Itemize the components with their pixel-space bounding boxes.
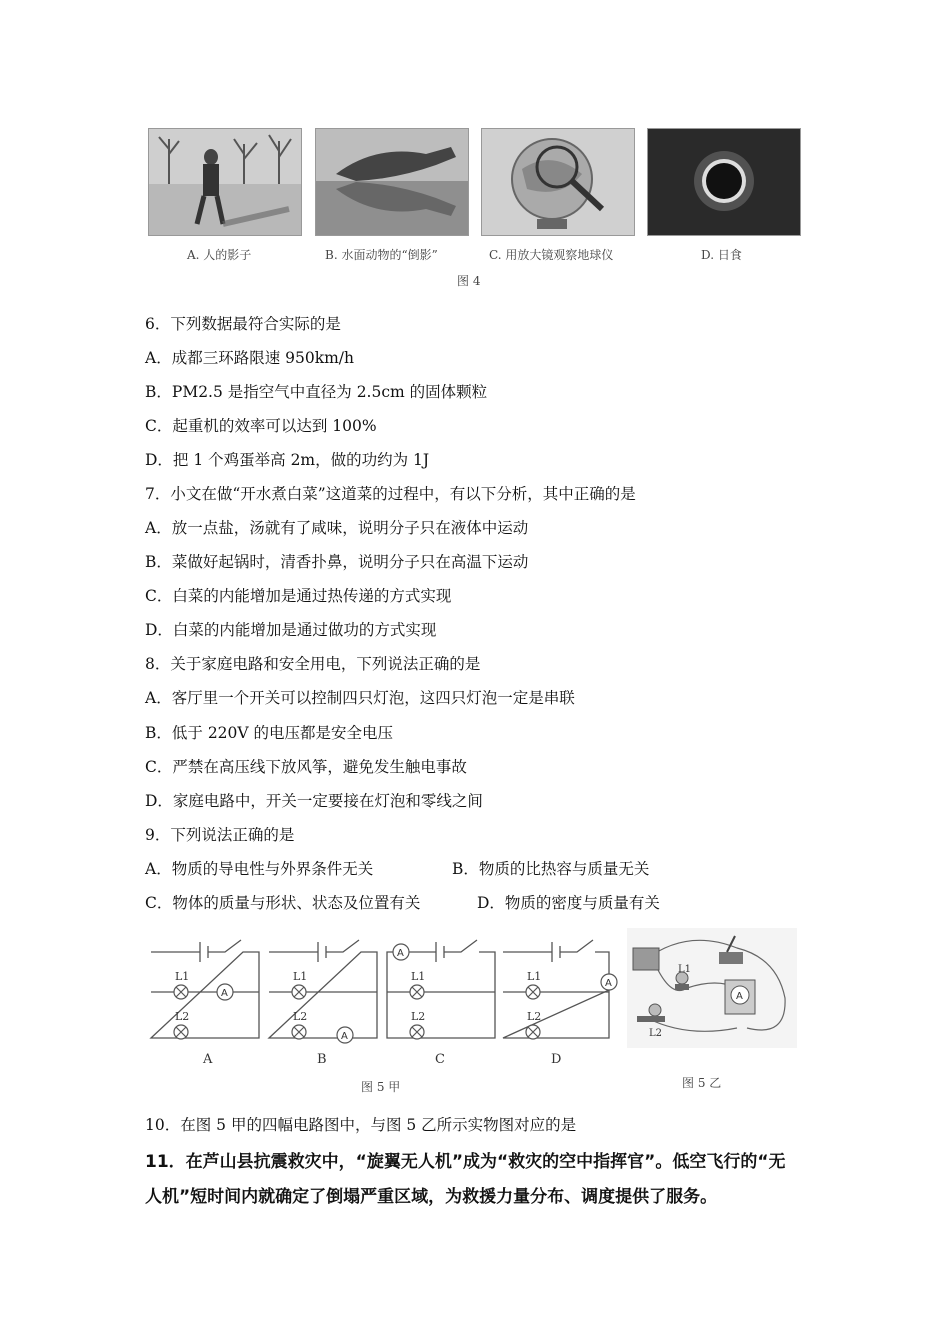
figure-5a-label: 图 5 甲 [361,1080,401,1094]
q7-option-a: A．放一点盐，汤就有了咸味，说明分子只在液体中运动 [145,519,529,537]
circuit-label-c: C [435,1052,445,1067]
photo-magnifier-globe [481,128,635,236]
q6-option-a: A．成都三环路限速 950km/h [145,349,355,367]
photo-solar-eclipse [647,128,801,236]
q8-option-b: B．低于 220V 的电压都是安全电压 [145,724,394,742]
l1-label: L1 [678,964,692,975]
l2-label: L2 [293,1010,308,1023]
l1-label: L1 [175,970,190,983]
q8-option-c: C．严禁在高压线下放风筝，避免发生触电事故 [145,758,467,776]
q11-line-1: 11．在芦山县抗震救灾中，“旋翼无人机”成为“救灾的空中指挥官”。低空飞行的“无 [145,1152,786,1172]
l1-label: L1 [411,970,426,983]
caption-d: D. 日食 [701,248,742,262]
q6-option-b: B．PM2.5 是指空气中直径为 2.5cm 的固体颗粒 [145,383,488,401]
photo-human-shadow [148,128,302,236]
figure-4 [145,122,805,292]
circuit-label-d: D [551,1052,562,1067]
q9-stem: 9．下列说法正确的是 [145,826,295,844]
q7-stem: 7．小文在做“开水煮白菜”这道菜的过程中，有以下分析，其中正确的是 [145,485,636,503]
l2-label: L2 [175,1010,190,1023]
l1-label: L1 [527,970,542,983]
l2-label: L2 [411,1010,426,1023]
figure-4-label: 图 4 [457,274,481,288]
q9-option-a: A．物质的导电性与外界条件无关 [145,860,374,878]
l2-label: L2 [527,1010,542,1023]
q7-option-b: B．菜做好起锅时，清香扑鼻，说明分子只在高温下运动 [145,553,529,571]
q8-option-a: A．客厅里一个开关可以控制四只灯泡，这四只灯泡一定是串联 [145,689,575,707]
circuit-a [145,928,265,1046]
q9-option-d: D．物质的密度与质量有关 [477,894,660,912]
caption-a: A. 人的影子 [187,248,252,262]
q6-option-c: C．起重机的效率可以达到 100% [145,417,377,435]
circuit-label-b: B [317,1052,327,1067]
q9-option-c: C．物体的质量与形状、状态及位置有关 [145,894,421,912]
ammeter-label: A [397,948,404,959]
l1-label: L1 [293,970,308,983]
circuit-d [497,928,621,1046]
circuit-b [263,928,383,1046]
q9-option-b: B．物质的比热容与质量无关 [452,860,650,878]
ammeter-label: A [221,988,228,999]
q8-option-d: D．家庭电路中，开关一定要接在灯泡和零线之间 [145,792,483,810]
caption-c: C. 用放大镜观察地球仪 [489,248,614,262]
q10-stem: 10．在图 5 甲的四幅电路图中，与图 5 乙所示实物图对应的是 [145,1116,577,1134]
caption-b: B. 水面动物的“倒影” [325,248,438,262]
ammeter-label: A [736,991,743,1002]
q8-stem: 8．关于家庭电路和安全用电，下列说法正确的是 [145,655,481,673]
figure-5 [145,928,805,1098]
physical-circuit-image [627,928,797,1048]
q7-option-c: C．白菜的内能增加是通过热传递的方式实现 [145,587,452,605]
figure-5b-label: 图 5 乙 [682,1076,722,1090]
circuit-c [381,928,501,1046]
q7-option-d: D．白菜的内能增加是通过做功的方式实现 [145,621,437,639]
photo-water-reflection [315,128,469,236]
q6-option-d: D．把 1 个鸡蛋举高 2m，做的功约为 1J [145,451,430,469]
ammeter-label: A [605,978,612,989]
l2-label: L2 [649,1028,663,1039]
circuit-label-a: A [203,1052,213,1067]
ammeter-label: A [341,1031,348,1042]
q6-stem: 6．下列数据最符合实际的是 [145,315,341,333]
q11-line-2: 人机”短时间内就确定了倒塌严重区域，为救援力量分布、调度提供了服务。 [145,1187,718,1207]
